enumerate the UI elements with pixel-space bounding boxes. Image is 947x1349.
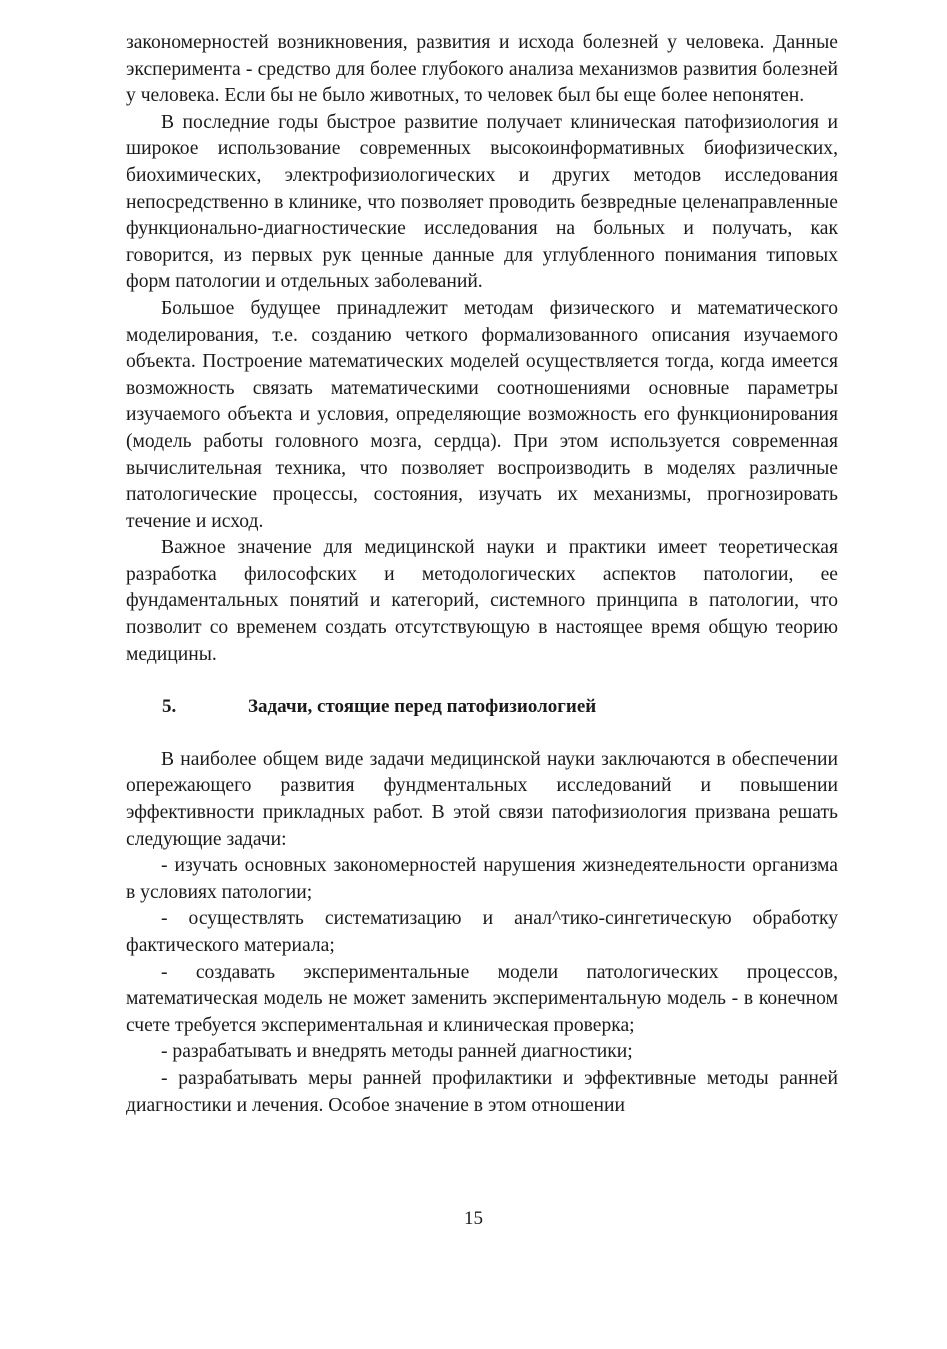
page-body <box>126 30 838 1119</box>
task-item-3: - создавать экспериментальные модели патологических процессов, математическая модель не может заменить экспериментальную модель - в конечном счете требуется экспериментальная и клиническая проверка; <box>126 961 838 1036</box>
paragraph-4: Важное значение для медицинской науки и практики имеет теоретическая разработка философских и методологических аспектов патологии, ее фундаментальных понятий и категорий, системного принципа в патологии, что позволит со временем создать отсутствующую в настоящее время общую теорию медицины. <box>126 537 838 665</box>
section-number: 5. <box>162 696 177 718</box>
task-item-2: - осуществлять систематизацию и анал^тико-сингетическую обработку фактического материала; <box>126 908 838 956</box>
section-heading <box>126 694 838 721</box>
task-item-4: - разрабатывать и внедрять методы ранней диагностики; <box>161 1041 633 1063</box>
paragraph-1: закономерностей возникновения, развития и исхода болезней у человека. Данные эксперимента - средство для более глубокого анализа механизмов развития болезней у человека. Если бы не было животных, то человек был бы еще более непонятен. <box>126 32 838 107</box>
page-number: 15 <box>464 1208 483 1229</box>
task-item-1: - изучать основных закономерностей нарушения жизнедеятельности организма в условиях патологии; <box>126 855 838 903</box>
section-title: Задачи, стоящие перед патофизиологией <box>248 696 597 718</box>
task-item-5: - разрабатывать меры ранней профилактики и эффективные методы ранней диагностики и лечения. Особое значение в этом отношении <box>126 1067 838 1116</box>
paragraph-2: В последние годы быстрое развитие получает клиническая патофизиология и широкое использование современных высокоинформативных биофизических, биохимических, электрофизиологических и других методов исследования непосредственно в клинике, что позволяет проводить безвредные целенаправленные функционально-диагностические исследования на больных и получать, как говорится, из первых рук ценные данные для углубленного понимания типовых форм патологии и отдельных заболеваний. <box>126 111 838 293</box>
paragraph-3: Большое будущее принадлежит методам физического и математического моделирования, т.е. созданию четкого формализованного описания изучаемого объекта. Построение математических моделей осуществляется тогда, когда имеется возможность связать математическими соотношениями основные параметры изучаемого объекта и условия, определяющие возможность его функционирования (модель работы головного мозга, сердца). При этом используется современная вычислительная техника, что позволяет воспроизводить в моделях различные патологические процессы, состояния, изучать их механизмы, прогнозировать течение и исход. <box>126 297 838 532</box>
section-intro: В наиболее общем виде задачи медицинской науки заключаются в обеспечении опережающего развития фундментальных исследований и повышении эффективности прикладных работ. В этой связи патофизиология призвана решать следующие задачи: <box>126 748 838 850</box>
